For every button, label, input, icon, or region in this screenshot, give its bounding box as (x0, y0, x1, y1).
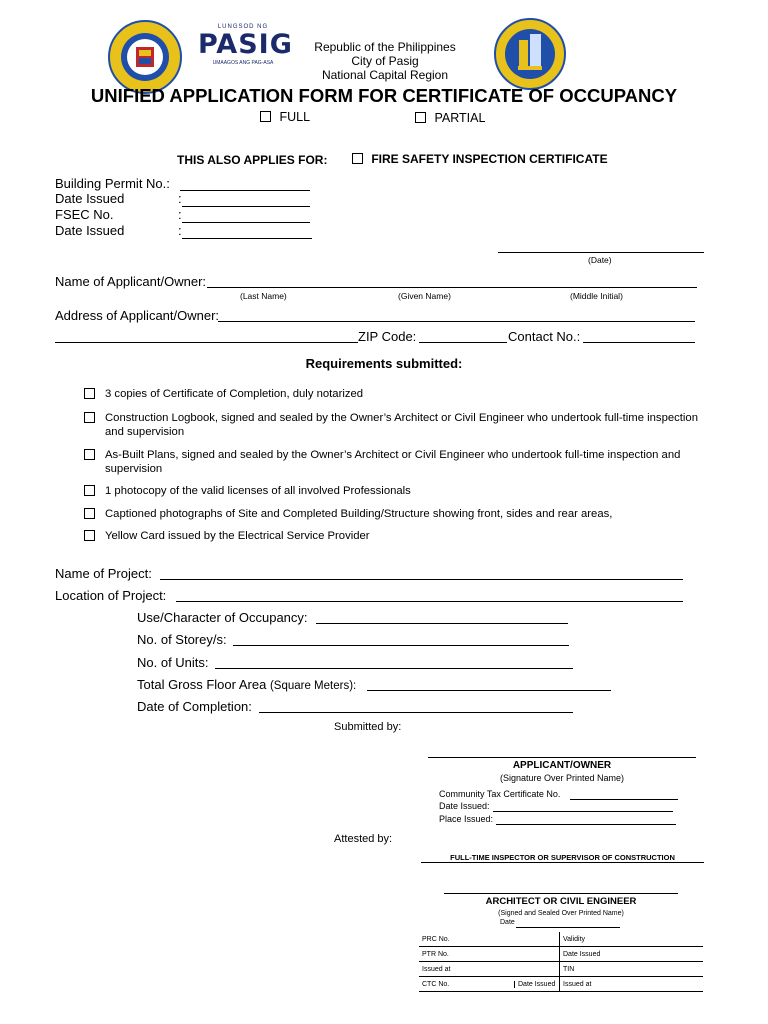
storeys-label: No. of Storey/s: (137, 632, 227, 647)
last-name-caption: (Last Name) (240, 291, 287, 301)
requirement-checkbox[interactable] (84, 530, 95, 541)
ctc-place-field[interactable] (496, 824, 676, 825)
fire-safety-option[interactable]: FIRE SAFETY INSPECTION CERTIFICATE (352, 152, 608, 166)
ctc-field[interactable] (570, 799, 678, 800)
address-field-line2[interactable] (55, 342, 358, 343)
submitted-by-label: Submitted by: (334, 721, 402, 733)
contact-label: Contact No.: (508, 329, 581, 344)
ctc-issued-at-cell[interactable]: Issued at (560, 977, 611, 992)
ptr-no-cell[interactable]: PTR No. (419, 947, 560, 962)
gfa-label: Total Gross Floor Area (Square Meters): (137, 677, 357, 692)
colon: : (178, 207, 182, 222)
zip-field[interactable] (419, 342, 507, 343)
fsec-date-issued-field[interactable] (182, 238, 312, 239)
given-name-caption: (Given Name) (398, 291, 451, 301)
requirements-heading: Requirements submitted: (305, 356, 463, 371)
pasig-logo: LUNGSOD NG PASIG UMAAGOS ANG PAG-ASA (198, 24, 293, 66)
units-label: No. of Units: (137, 655, 209, 670)
partial-option[interactable]: PARTIAL (415, 111, 485, 125)
ctc-place-label: Place Issued: (439, 814, 494, 824)
architect-date-label: Date (500, 919, 515, 926)
building-permit-label: Building Permit No.: (55, 176, 170, 191)
requirement-checkbox[interactable] (84, 412, 95, 423)
architect-signature-line[interactable] (444, 893, 678, 894)
partial-checkbox[interactable] (415, 112, 426, 123)
gfa-field[interactable] (367, 690, 611, 691)
prc-no-cell[interactable]: PRC No. (419, 932, 560, 947)
header-republic: Republic of the Philippines (314, 40, 456, 54)
ctc-no-cell[interactable]: CTC No. Date Issued (419, 977, 560, 992)
full-option[interactable]: FULL (260, 110, 310, 124)
architect-label: ARCHITECT OR CIVIL ENGINEER (485, 896, 637, 907)
date-field[interactable] (498, 252, 704, 253)
address-field[interactable] (218, 321, 695, 322)
tin-cell[interactable]: TIN (560, 962, 704, 977)
attested-by-label: Attested by: (334, 833, 393, 845)
date-issued-field[interactable] (182, 206, 310, 207)
colon: : (178, 223, 182, 238)
completion-label: Date of Completion: (137, 699, 252, 714)
inspector-label: FULL-TIME INSPECTOR OR SUPERVISOR OF CONSTRUCTION (450, 853, 675, 862)
storeys-field[interactable] (233, 645, 569, 646)
requirement-checkbox[interactable] (84, 508, 95, 519)
building-permit-field[interactable] (180, 190, 310, 191)
fire-safety-checkbox[interactable] (352, 153, 363, 164)
ctc-date-label: Date Issued: (439, 801, 490, 811)
requirement-checkbox[interactable] (84, 388, 95, 399)
contact-field[interactable] (583, 342, 695, 343)
completion-field[interactable] (259, 712, 573, 713)
validity-cell[interactable]: Validity (560, 932, 704, 947)
inspector-line (421, 862, 704, 863)
architect-date-field[interactable] (516, 927, 620, 928)
project-location-label: Location of Project: (55, 588, 167, 603)
middle-initial-caption: (Middle Initial) (570, 291, 623, 301)
project-name-field[interactable] (160, 579, 683, 580)
date-caption: (Date) (588, 255, 612, 265)
professional-info-table (419, 932, 703, 992)
zip-label: ZIP Code: (358, 329, 417, 344)
ctc-date-field[interactable] (493, 811, 673, 812)
project-name-label: Name of Project: (55, 566, 152, 581)
applicant-signature-line[interactable] (428, 757, 696, 758)
fsec-field[interactable] (182, 222, 310, 223)
table-row (419, 947, 703, 962)
occupancy-field[interactable] (316, 623, 568, 624)
ptr-date-cell[interactable]: Date Issued (560, 947, 704, 962)
address-label: Address of Applicant/Owner: (55, 308, 220, 323)
colon: : (178, 191, 182, 206)
applicant-name-field[interactable] (207, 287, 697, 288)
ctc-label: Community Tax Certificate No. (439, 789, 561, 799)
table-row (419, 977, 703, 992)
fsec-label: FSEC No. (55, 207, 114, 222)
table-row (419, 932, 703, 947)
date-issued-label: Date Issued (55, 191, 125, 206)
form-title: UNIFIED APPLICATION FORM FOR CERTIFICATE OF OCCUPANCY (90, 85, 678, 106)
applicant-name-label: Name of Applicant/Owner: (55, 274, 207, 289)
architect-sig-caption: (Signed and Sealed Over Printed Name) (498, 910, 624, 917)
applicant-owner-label: APPLICANT/OWNER (512, 760, 612, 771)
issued-at-cell[interactable]: Issued at (419, 962, 560, 977)
table-row (419, 962, 703, 977)
units-field[interactable] (215, 668, 573, 669)
header-region: National Capital Region (321, 68, 449, 82)
project-location-field[interactable] (176, 601, 683, 602)
fsec-date-issued-label: Date Issued (55, 223, 125, 238)
full-checkbox[interactable] (260, 111, 271, 122)
occupancy-label: Use/Character of Occupancy: (137, 610, 308, 625)
requirement-checkbox[interactable] (84, 485, 95, 496)
applicant-sig-caption: (Signature Over Printed Name) (499, 773, 625, 783)
pasig-city-seal (108, 20, 182, 94)
building-official-seal (494, 18, 566, 90)
empty-cell (610, 977, 703, 992)
requirement-checkbox[interactable] (84, 449, 95, 460)
header-city: City of Pasig (351, 54, 419, 68)
also-applies-label: THIS ALSO APPLIES FOR: (177, 153, 328, 167)
